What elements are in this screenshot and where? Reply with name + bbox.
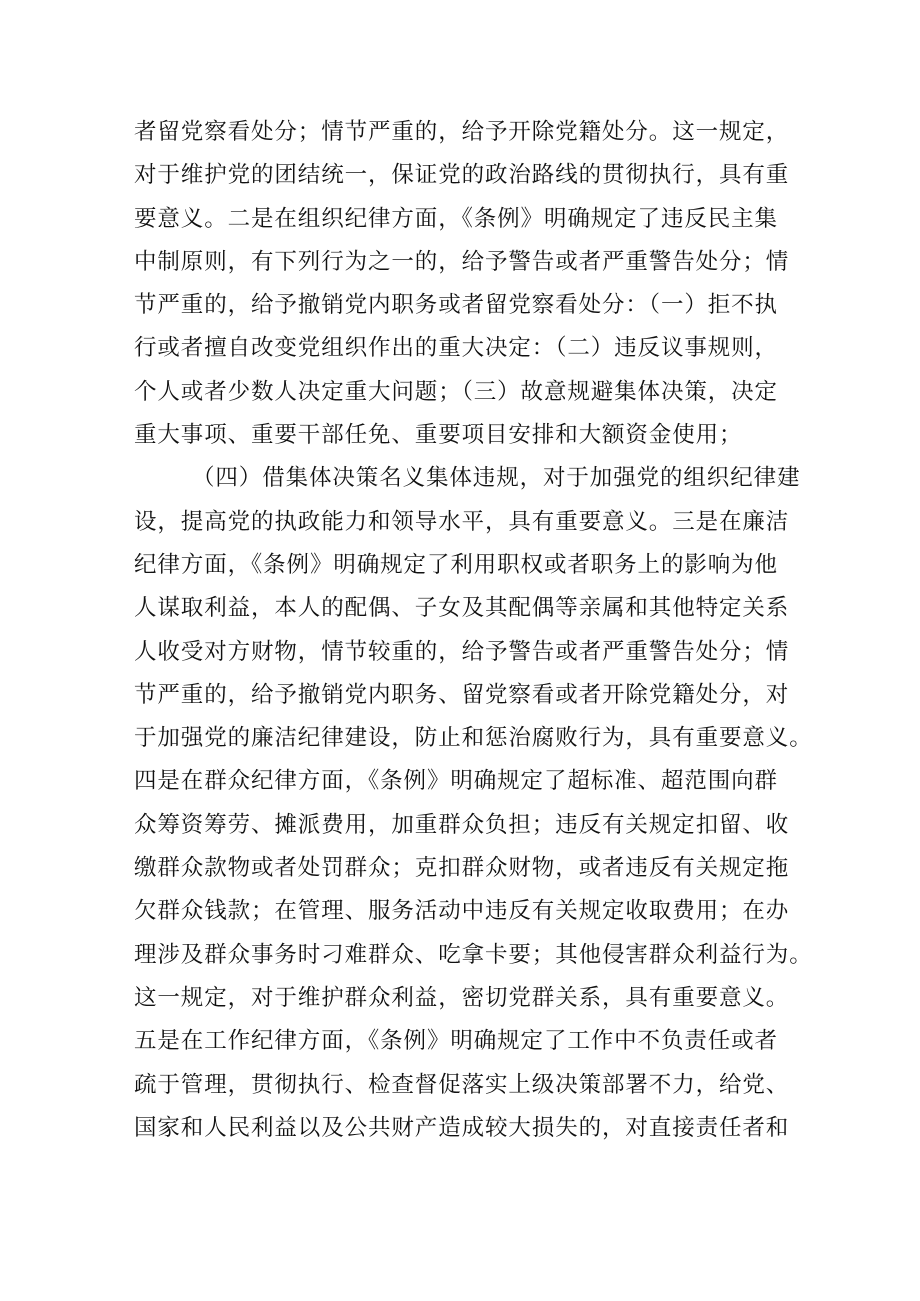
text-line-15: 于加强党的廉洁纪律建设，防止和惩治腐败行为，具有重要意义。 (134, 725, 813, 752)
text-line-9: （四）借集体决策名义集体违规，对于加强党的组织纪律建 (192, 465, 801, 492)
text-line-19: 欠群众钱款；在管理、服务活动中违反有关规定收取费用；在办 (134, 898, 790, 925)
text-line-13: 人收受对方财物，情节较重的，给予警告或者严重警告处分；情 (134, 638, 790, 665)
text-line-16: 四是在群众纪律方面，《条例》明确规定了超标准、超范围向群 (134, 768, 778, 795)
text-line-1: 者留党察看处分；情节严重的，给予开除党籍处分。这一规定， (134, 119, 790, 145)
text-line-18: 缴群众款物或者处罚群众；克扣群众财物，或者违反有关规定拖 (134, 855, 790, 882)
text-line-20: 理涉及群众事务时刁难群众、吃拿卡要；其他侵害群众利益行为。 (134, 941, 813, 968)
text-line-8: 重大事项、重要干部任免、重要项目安排和大额资金使用； (134, 422, 743, 449)
text-line-5: 节严重的，给予撤销党内职务或者留党察看处分：（一）拒不执 (134, 292, 778, 319)
text-line-10: 设，提高党的执政能力和领导水平，具有重要意义。三是在廉洁 (134, 508, 790, 535)
text-line-17: 众筹资筹劳、摊派费用，加重群众负担；违反有关规定扣留、收 (134, 811, 790, 838)
text-line-4: 中制原则，有下列行为之一的，给予警告或者严重警告处分；情 (134, 248, 790, 275)
text-line-14: 节严重的，给予撤销党内职务、留党察看或者开除党籍处分，对 (134, 681, 790, 708)
text-line-21: 这一规定，对于维护群众利益，密切党群关系，具有重要意义。 (134, 984, 790, 1011)
text-line-22: 五是在工作纪律方面，《条例》明确规定了工作中不负责任或者 (134, 1028, 778, 1055)
text-line-11: 纪律方面，《条例》明确规定了利用职权或者职务上的影响为他 (134, 551, 778, 578)
text-line-2: 对于维护党的团结统一，保证党的政治路线的贯彻执行，具有重 (134, 162, 790, 189)
text-line-7: 个人或者少数人决定重大问题；（三）故意规避集体决策，决定 (134, 378, 778, 405)
text-line-23: 疏于管理，贯彻执行、检查督促落实上级决策部署不力，给党、 (134, 1071, 790, 1098)
text-line-3: 要意义。二是在组织纪律方面，《条例》明确规定了违反民主集 (134, 205, 778, 232)
text-line-6: 行或者擅自改变党组织作出的重大决定：（二）违反议事规则， (134, 335, 778, 362)
body-text (134, 111, 813, 1150)
text-line-24: 国家和人民利益以及公共财产造成较大损失的，对直接责任者和 (134, 1114, 790, 1141)
text-line-12: 人谋取利益，本人的配偶、子女及其配偶等亲属和其他特定关系 (134, 595, 790, 622)
